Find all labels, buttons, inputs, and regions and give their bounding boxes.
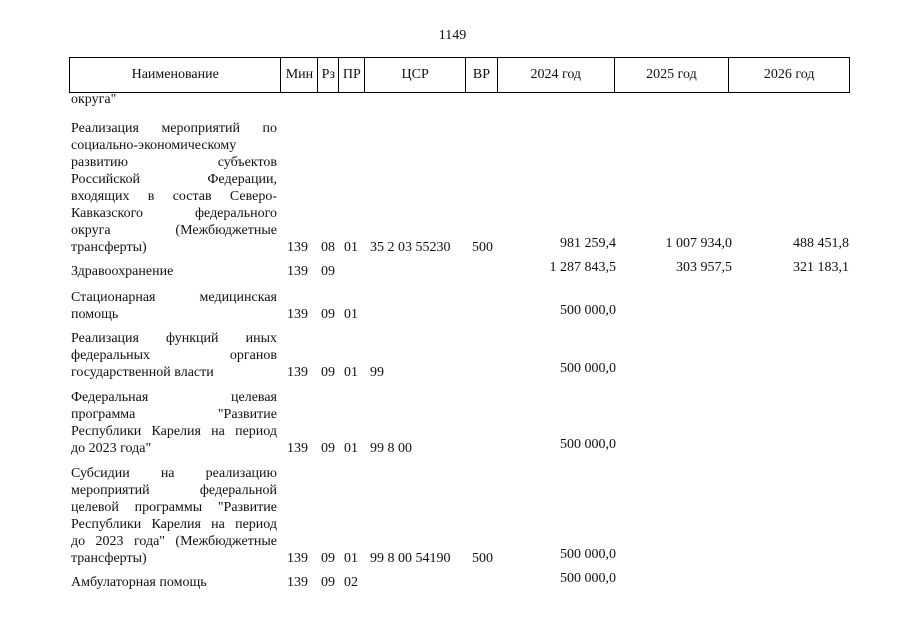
cell-min: 139 — [287, 264, 308, 279]
cell-y2025: 303 957,5 — [676, 260, 732, 275]
row-name-line: Российской Федерации, — [71, 172, 277, 187]
row-name-line: Амбулаторная помощь — [71, 575, 207, 590]
row-name — [71, 330, 277, 381]
row-name-line: до 2023 года" — [71, 441, 152, 456]
table-header — [69, 57, 850, 93]
row-name-line: государственной власти — [71, 365, 214, 380]
cell-rz: 09 — [321, 441, 335, 456]
row-name-line: трансферты) — [71, 551, 147, 566]
cell-min: 139 — [287, 240, 308, 255]
cell-csr: 99 8 00 — [370, 441, 412, 456]
row-name-line: Здравоохранение — [71, 264, 174, 279]
cell-y2025: 1 007 934,0 — [665, 236, 732, 251]
cell-min: 139 — [287, 365, 308, 380]
row-name — [71, 389, 277, 457]
cell-pr: 01 — [344, 441, 358, 456]
row-name — [71, 289, 277, 323]
cell-csr: 99 8 00 54190 — [370, 551, 451, 566]
row-name-line: округа (Межбюджетные — [71, 223, 277, 238]
row-name-line: Реализация мероприятий по — [71, 121, 277, 136]
cell-pr: 01 — [344, 240, 358, 255]
row-name-line: входящих в состав Северо- — [71, 189, 277, 204]
cell-rz: 09 — [321, 264, 335, 279]
cell-min: 139 — [287, 551, 308, 566]
row-name-line: до 2023 года" (Межбюджетные — [71, 534, 277, 549]
cell-pr: 01 — [344, 365, 358, 380]
header-2026: 2026 год — [763, 67, 815, 82]
header-pr: ПР — [339, 58, 365, 92]
row-name-line: мероприятий федеральной — [71, 483, 277, 498]
cell-y2024: 500 000,0 — [560, 571, 616, 586]
row-name-line: социально-экономическому — [71, 138, 237, 153]
cell-rz: 08 — [321, 240, 335, 255]
cell-csr: 35 2 03 55230 — [370, 240, 451, 255]
row-name — [71, 120, 277, 256]
cell-rz: 09 — [321, 365, 335, 380]
row-name-line: трансферты) — [71, 240, 147, 255]
cell-y2024: 500 000,0 — [560, 547, 616, 562]
header-2025: 2025 год — [615, 58, 730, 92]
cell-csr: 99 — [370, 365, 384, 380]
cell-min: 139 — [287, 441, 308, 456]
cell-y2024: 981 259,4 — [560, 236, 616, 251]
row-name-line: Республики Карелия на период — [71, 424, 277, 439]
header-vr: ВР — [466, 58, 498, 92]
cell-y2026: 321 183,1 — [793, 260, 849, 275]
cell-y2024: 500 000,0 — [560, 437, 616, 452]
page-number: 1149 — [438, 28, 467, 43]
row-name — [71, 574, 277, 591]
row-name — [71, 465, 277, 567]
cell-y2026: 488 451,8 — [793, 236, 849, 251]
row-name-line: Кавказского федерального — [71, 206, 277, 221]
cell-rz: 09 — [321, 551, 335, 566]
cell-vr: 500 — [472, 551, 493, 566]
row-name-line: целевой программы "Развитие — [71, 500, 277, 515]
cell-vr: 500 — [472, 240, 493, 255]
row-name-line: программа "Развитие — [71, 407, 277, 422]
cell-y2024: 1 287 843,5 — [549, 260, 616, 275]
cell-y2024: 500 000,0 — [560, 303, 616, 318]
cell-min: 139 — [287, 307, 308, 322]
row-name-line: Федеральная целевая — [71, 390, 277, 405]
header-min: Мин — [281, 58, 318, 92]
row-name-line: федеральных органов — [71, 348, 277, 363]
cell-pr: 01 — [344, 307, 358, 322]
row-name-line: помощь — [71, 307, 119, 322]
header-name: Наименование — [70, 58, 281, 92]
row-name-line: Субсидии на реализацию — [71, 466, 277, 481]
cell-rz: 09 — [321, 575, 335, 590]
continued-name-fragment: округа" — [71, 92, 117, 107]
row-name-line: Реализация функций иных — [71, 331, 277, 346]
cell-pr: 01 — [344, 551, 358, 566]
row-name-line: Стационарная медицинская — [71, 290, 277, 305]
cell-min: 139 — [287, 575, 308, 590]
cell-y2024: 500 000,0 — [560, 361, 616, 376]
header-csr: ЦСР — [365, 58, 466, 92]
row-name-line: развитию субъектов — [71, 155, 277, 170]
cell-pr: 02 — [344, 575, 358, 590]
cell-rz: 09 — [321, 307, 335, 322]
header-2024: 2024 год — [498, 58, 615, 92]
row-name-line: Республики Карелия на период — [71, 517, 277, 532]
row-name — [71, 263, 277, 280]
header-rz: Рз — [318, 58, 339, 92]
